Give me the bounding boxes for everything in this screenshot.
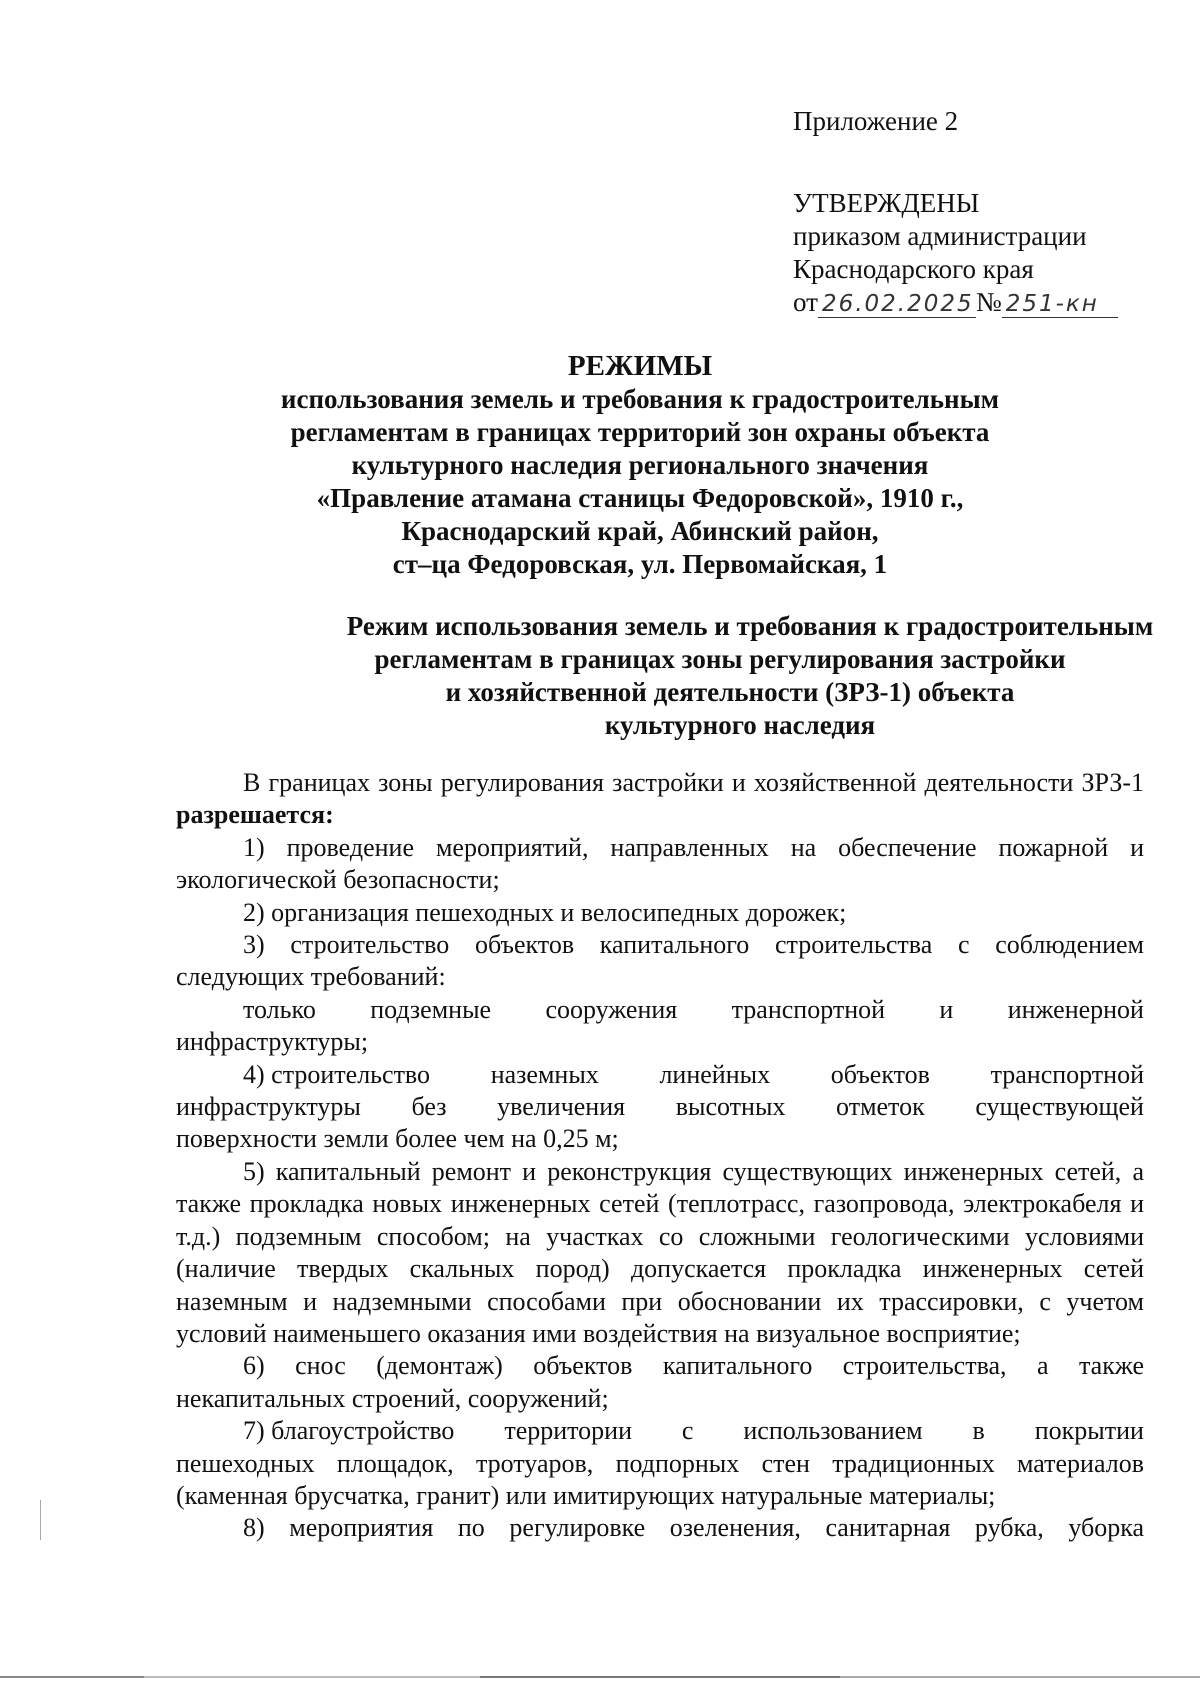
list-item-8: 8) мероприятия по регулировке озеленения, санитарная рубка, уборка bbox=[243, 1513, 1144, 1543]
handwritten-date: 26.02.2025 bbox=[818, 291, 976, 318]
list-item-3-sub-end: инфраструктуры; bbox=[176, 1027, 369, 1057]
handwritten-number: 251-кн bbox=[1002, 291, 1118, 318]
list-item-7-rest: пешеходных площадок, тротуаров, подпорных стен традиционных материалов (каменная брусчатка, гранит) или имитирующих натуральные материалы; bbox=[176, 1448, 1144, 1510]
section-heading bbox=[200, 610, 1200, 742]
intro-paragraph: В границах зоны регулирования застройки и хозяйственной деятельности ЗРЗ-1 разрешается: bbox=[176, 768, 1144, 830]
main-heading-line: культурного наследия регионального значения bbox=[351, 450, 929, 480]
scan-bottom-edge bbox=[0, 1676, 1200, 1678]
intro-bold: разрешается: bbox=[176, 800, 334, 830]
scan-artifact-mark bbox=[40, 1500, 41, 1540]
list-item-4-end: поверхности земли более чем на 0,25 м; bbox=[176, 1124, 619, 1154]
list-item-4-line2: инфраструктуры без увеличения высотных отметок существующей bbox=[176, 1092, 1144, 1122]
order-line: приказом администрации bbox=[793, 221, 1087, 251]
list-item-6: 6) снос (демонтаж) объектов капитального строительства, а также некапитальных строений, сооружений; bbox=[176, 1351, 1144, 1413]
main-heading-line: ст–ца Федоровская, ул. Первомайская, 1 bbox=[392, 549, 888, 579]
section-heading-line: и хозяйственной деятельности (ЗРЗ-1) объекта bbox=[445, 677, 1015, 707]
order-date-number-line bbox=[793, 286, 1153, 319]
list-item-5: 5) капитальный ремонт и реконструкция существующих инженерных сетей, а также прокладка новых инженерных сетей (теплотрасс, газопровода, электрокабеля и т.д.) подземным способом; на участках со сложными геологическими условиями (наличие твердых скальных пород) допускается прокладка инженерных сетей наземным и надземными способами при обосновании их трассировки, с учетом условий наименьшего оказания ими воздействия на визуальное восприятие; bbox=[176, 1156, 1144, 1348]
list-item-4-line1: 4) строительство наземных линейных объектов транспортной bbox=[243, 1059, 1144, 1089]
section-heading-line: культурного наследия bbox=[604, 710, 876, 740]
section-heading-line: Режим использования земель и требования к градостроительным bbox=[346, 611, 1154, 641]
main-heading-line: использования земель и требования к градостроительным bbox=[280, 384, 1000, 414]
main-heading-line: регламентам в границах территорий зон охраны объекта bbox=[290, 417, 990, 447]
body-text bbox=[176, 767, 1144, 1545]
authority-line: Краснодарского края bbox=[793, 254, 1034, 284]
section-heading-line: регламентам в границах зоны регулирования застройки bbox=[374, 644, 1066, 674]
main-heading-line: Краснодарский край, Абинский район, bbox=[401, 516, 879, 546]
list-item-3: 3) строительство объектов капитального строительства с соблюдением следующих требований: bbox=[176, 930, 1144, 992]
list-item-7-line1: 7) благоустройство территории с использованием в покрытии bbox=[243, 1416, 1144, 1446]
list-item-3-sub: только подземные сооружения транспортной и инженерной bbox=[243, 994, 1144, 1024]
number-prefix: № bbox=[975, 287, 1002, 317]
appendix-label: Приложение 2 bbox=[793, 106, 959, 136]
main-heading-line: «Правление атамана станицы Федоровской», 1910 г., bbox=[316, 483, 964, 513]
main-heading bbox=[180, 350, 1100, 581]
approval-block bbox=[793, 105, 1153, 319]
list-item-1: 1) проведение мероприятий, направленных на обеспечение пожарной и экологической безопасности; bbox=[176, 832, 1144, 895]
list-item-2: 2) организация пешеходных и велосипедных дорожек; bbox=[243, 897, 847, 927]
approved-label: УТВЕРЖДЕНЫ bbox=[793, 188, 980, 218]
date-prefix: от bbox=[793, 287, 818, 317]
document-title: РЕЖИМЫ bbox=[567, 350, 713, 382]
